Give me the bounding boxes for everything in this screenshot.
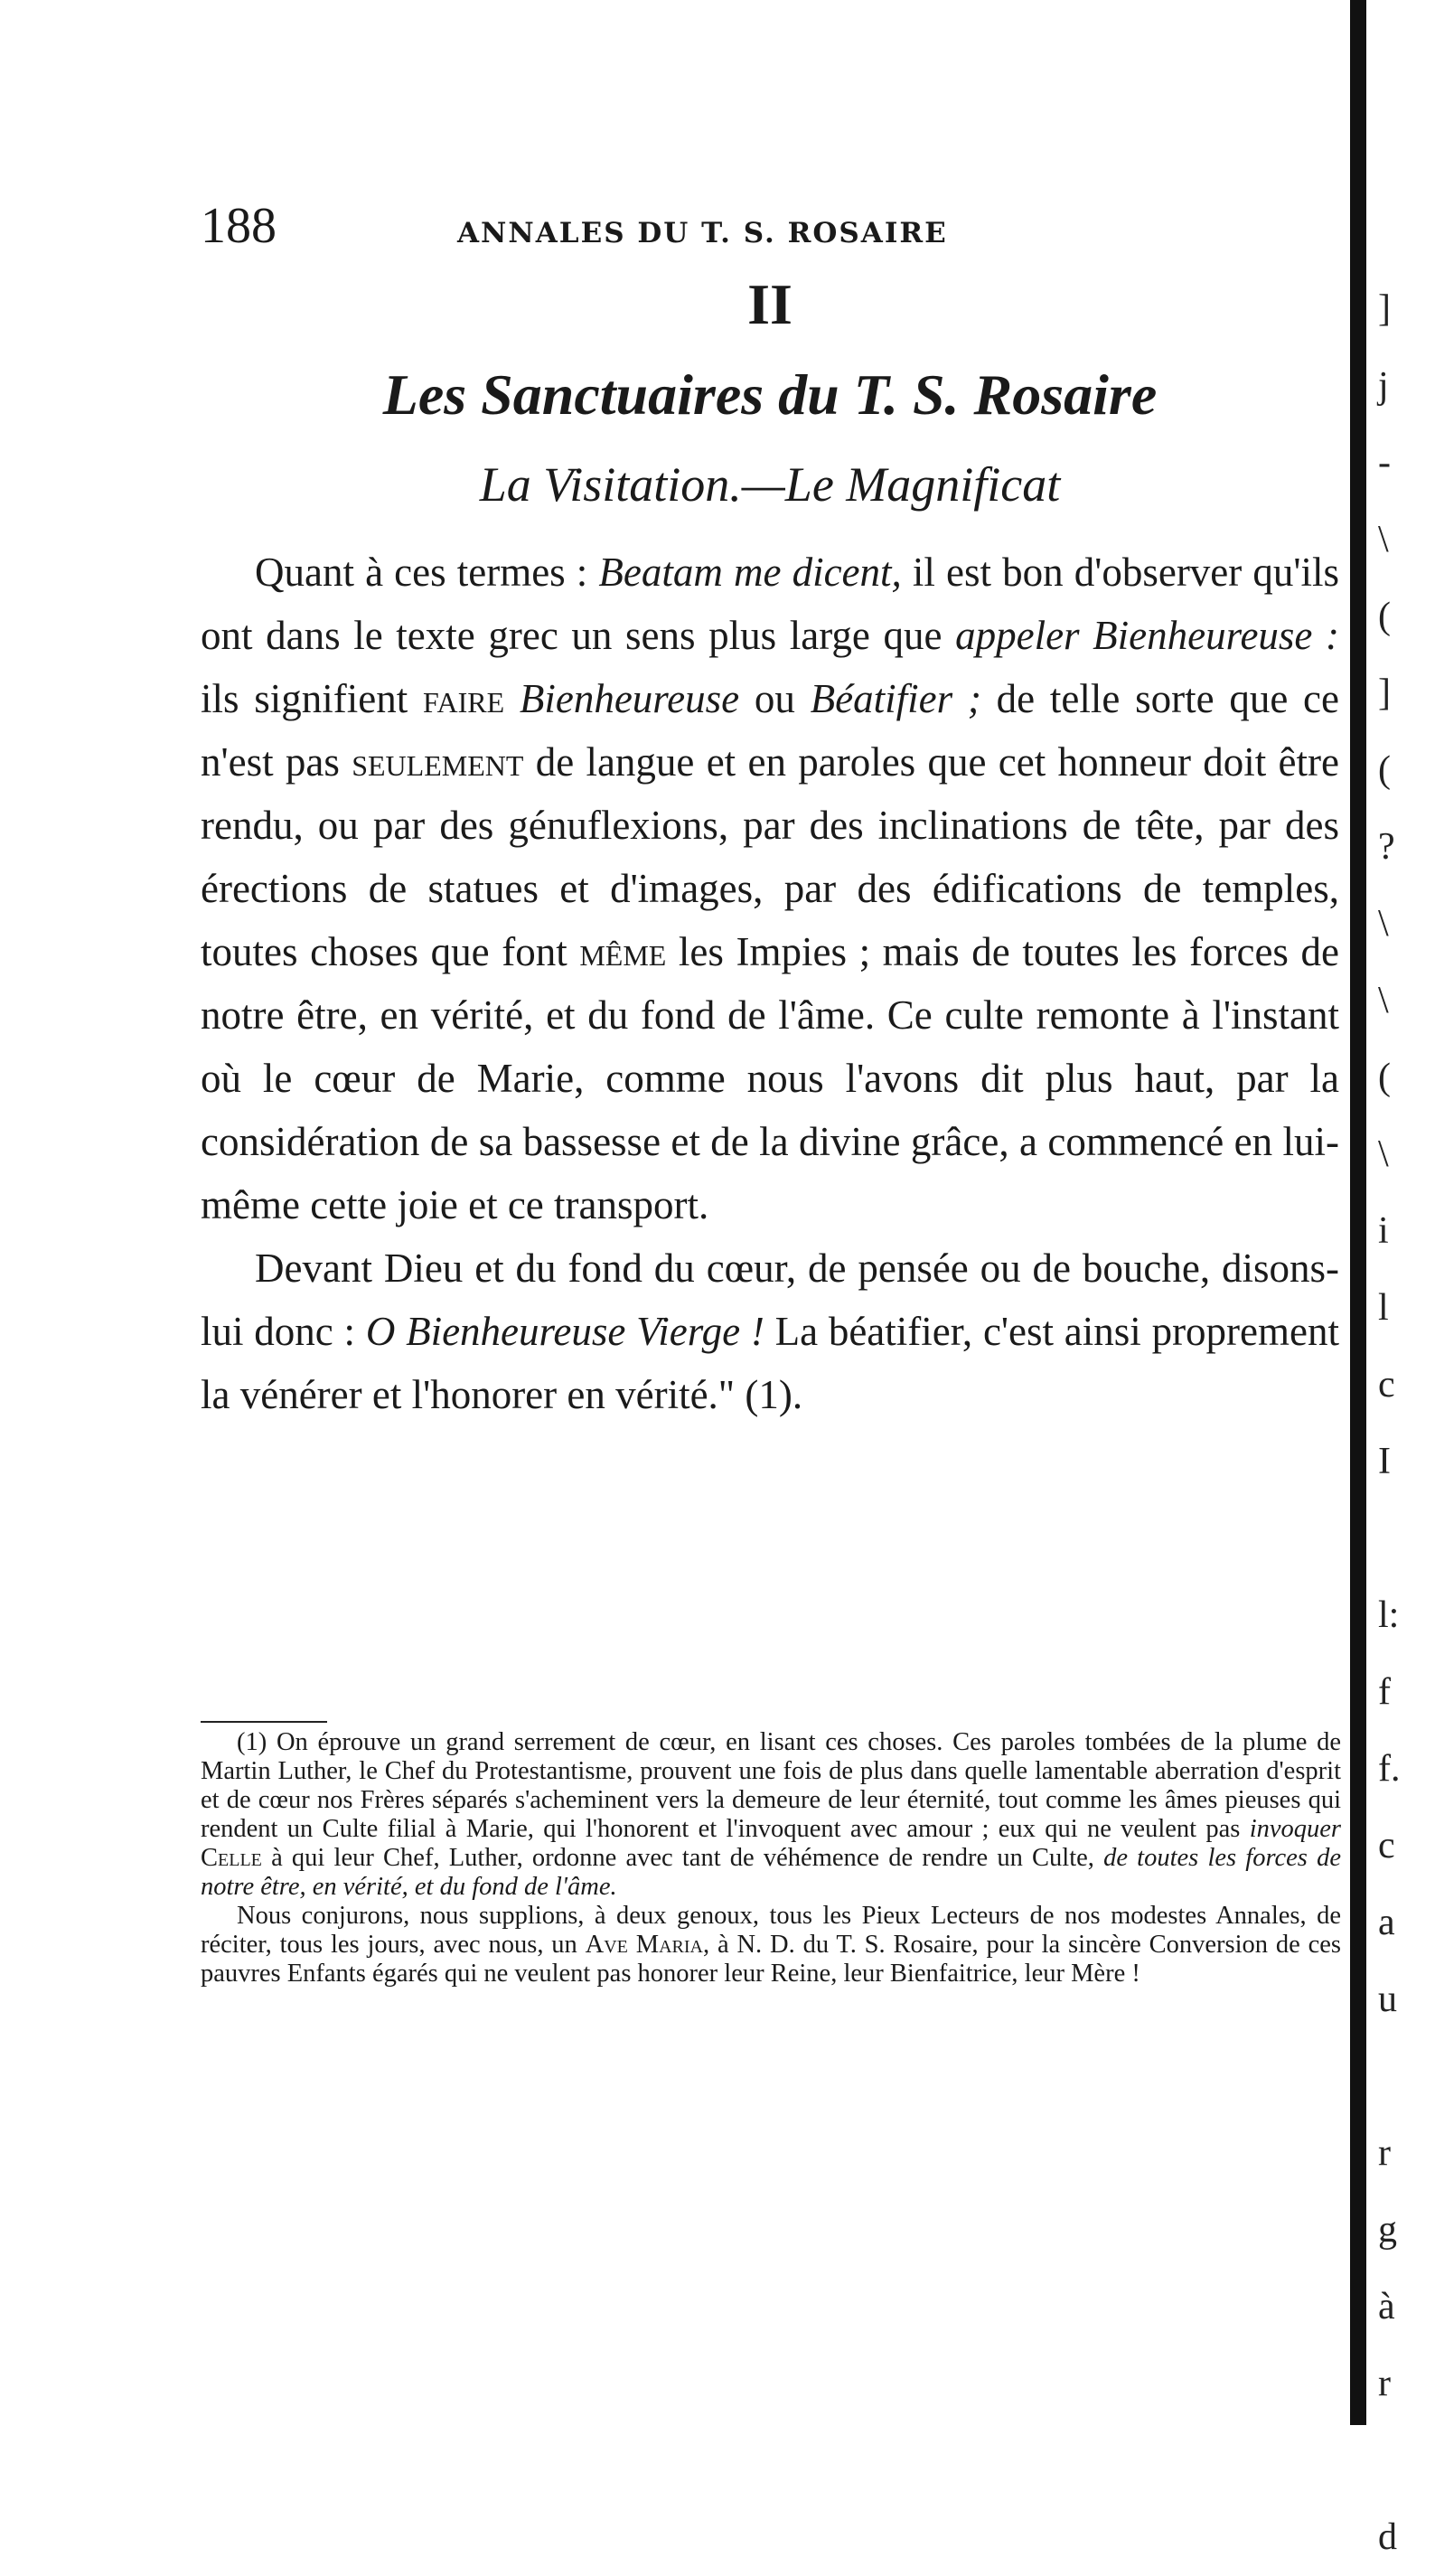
- text-run: Nous conjurons, nous supplions, à deux genoux, tous les Pieux Lecteurs de nos modestes Annales, de réciter, tous les jours, avec nous, un: [201, 1902, 1341, 1959]
- running-title: ANNALES DU T. S. ROSAIRE: [457, 217, 948, 249]
- text-run: à qui leur Chef, Luther, ordonne avec tant de véhémence de rendre un Culte,: [261, 1844, 1104, 1872]
- text-run: ou: [739, 676, 811, 721]
- body-text: [201, 541, 1339, 1426]
- emphasis: invoquer: [1249, 1815, 1341, 1843]
- paragraph-1: [201, 541, 1339, 1236]
- edge-glyph: [1378, 1500, 1432, 1577]
- edge-glyph: l: [1378, 1287, 1389, 1329]
- text-run: [504, 676, 520, 721]
- article-subtitle: La Visitation.—Le Magnificat: [479, 457, 1061, 512]
- edge-glyph: \: [1378, 519, 1389, 560]
- edge-glyph: à: [1378, 2286, 1395, 2327]
- edge-glyph: -: [1378, 442, 1391, 484]
- text-run: Quant à ces termes :: [255, 550, 599, 595]
- edge-glyph: (: [1378, 749, 1391, 791]
- footnote-1: [201, 1728, 1341, 1902]
- text-run: , à N. D. du T. S. Rosaire, pour la sincère Conversion de ces pauvres Enfants égarés qui ne veulent pas honorer leur Reine, leur Bienfaitrice, leur Mère !: [201, 1931, 1341, 1988]
- emphasis: appeler Bienheureuse :: [955, 613, 1340, 658]
- edge-glyph: i: [1378, 1210, 1389, 1252]
- edge-glyph: g: [1378, 2209, 1397, 2251]
- emphasis: O Bienheureuse Vierge !: [365, 1309, 764, 1354]
- edge-glyph: j: [1378, 365, 1389, 407]
- text-run: de telle sorte que ce n'est pas: [201, 676, 1340, 785]
- edge-glyph: ]: [1378, 672, 1391, 714]
- edge-glyph: l:: [1378, 1594, 1400, 1636]
- edge-glyph: \: [1378, 1133, 1389, 1175]
- edge-glyph: [1378, 2038, 1432, 2115]
- book-spine-gutter: [1350, 0, 1366, 2425]
- text-run: Devant Dieu et du fond du cœur, de pensée ou de bouche, disons-lui donc :: [201, 1246, 1339, 1354]
- small-caps-word: faire: [423, 676, 505, 721]
- text-run: La béatifier, c'est ainsi proprement la vénérer et l'honorer en vérité." (1).: [201, 1309, 1339, 1417]
- edge-glyph: f: [1378, 1671, 1391, 1713]
- facing-page-edge: [1378, 271, 1432, 2576]
- edge-glyph: ]: [1378, 288, 1391, 330]
- text-run: les Impies ; mais de toutes les forces de notre être, en vérité, et du fond de l'âme. Ce culte remonte à l'instant où le cœur de Marie, comme nous l'avons dit plus haut, par la considération de sa bassesse et de la divine grâce, a commencé en lui-même cette joie et ce transport.: [201, 929, 1339, 1227]
- edge-glyph: I: [1378, 1441, 1391, 1482]
- small-caps-word: seulement: [352, 739, 524, 785]
- text-run: ils signifient: [201, 676, 424, 721]
- article-title: Les Sanctuaires du T. S. Rosaire: [382, 362, 1158, 427]
- edge-glyph: ?: [1378, 826, 1395, 868]
- edge-glyph: [1378, 2422, 1432, 2499]
- footnotes: [201, 1728, 1341, 1988]
- edge-glyph: r: [1378, 2132, 1391, 2174]
- small-caps-word: même: [579, 929, 667, 974]
- emphasis: Béatifier ;: [810, 676, 981, 721]
- edge-glyph: \: [1378, 980, 1389, 1021]
- paragraph-2: [201, 1236, 1339, 1426]
- page-number: 188: [201, 198, 277, 254]
- edge-glyph: f.: [1378, 1748, 1401, 1790]
- edge-glyph: c: [1378, 1364, 1395, 1406]
- emphasis: de toutes les forces de notre être, en vérité, et du fond de l'âme.: [201, 1844, 1341, 1901]
- text-run: de langue et en paroles que cet honneur doit être rendu, ou par des génuflexions, par des inclinations de tête, par des érections de statues et d'images, par des édifications de temples, toutes choses que font: [201, 739, 1339, 974]
- small-caps-word: Celle: [201, 1844, 262, 1872]
- text-run: il est bon d'observer qu'ils ont dans le texte grec un sens plus large que: [201, 550, 1339, 658]
- edge-glyph: a: [1378, 1902, 1395, 1943]
- edge-glyph: \: [1378, 903, 1389, 945]
- edge-glyph: (: [1378, 596, 1391, 637]
- text-run: (1) On éprouve un grand serrement de cœur, en lisant ces choses. Ces paroles tombées de la plume de Martin Luther, le Chef du Protestantisme, prouvent une fois de plus dans quelle lamentable aberration d'esprit et de cœur nos Frères séparés s'acheminent vers la demeure de leur éternité, tout comme les âmes pieuses qui rendent un Culte filial à Marie, qui l'honorent et l'invoquent avec amour ; eux qui ne veulent pas: [201, 1728, 1341, 1843]
- page-header: [201, 197, 1032, 255]
- edge-glyph: (: [1378, 1057, 1391, 1098]
- section-number: II: [747, 272, 793, 336]
- footnote-2: [201, 1902, 1341, 1988]
- edge-glyph: c: [1378, 1825, 1395, 1866]
- emphasis: Bienheureuse: [519, 676, 740, 721]
- latin-quote: Beatam me dicent,: [598, 550, 902, 595]
- edge-glyph: u: [1378, 1979, 1397, 2020]
- footnote-rule: [201, 1721, 327, 1723]
- small-caps-word: Ave Maria: [585, 1931, 703, 1959]
- edge-glyph: r: [1378, 2363, 1391, 2404]
- edge-glyph: d: [1378, 2516, 1397, 2558]
